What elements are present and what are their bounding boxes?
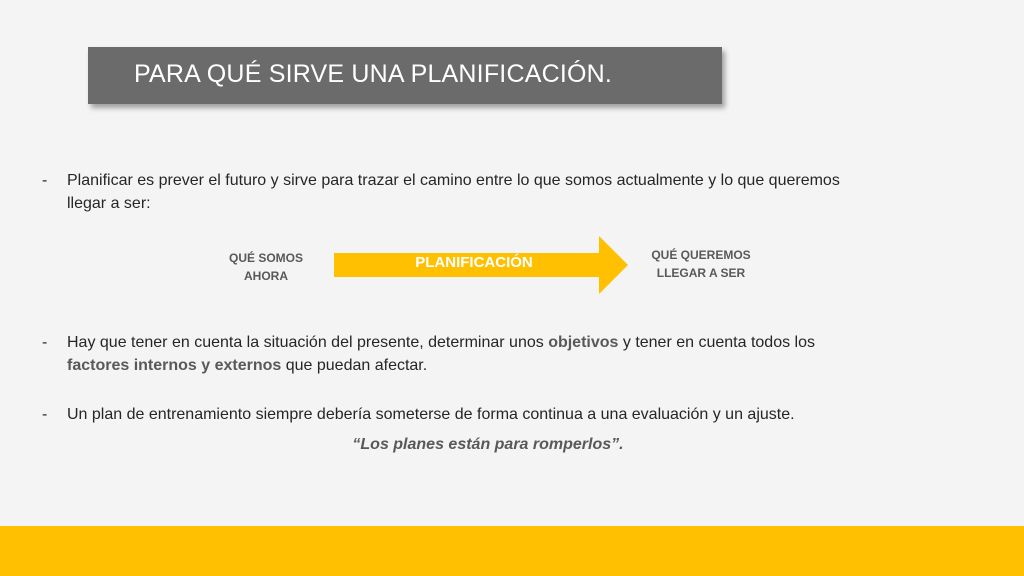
diagram-right-line-2: LLEGAR A SER [656, 266, 746, 280]
bullet-2-text-1: Hay que tener en cuenta la situación del presente, determinar unos [67, 334, 549, 351]
bullet-marker-1: - [42, 172, 48, 189]
bullet-2-text-2: y tener en cuenta todos los [618, 334, 815, 351]
bullet-1-line-2: llegar a ser: [67, 195, 151, 212]
diagram-left-label [214, 249, 318, 285]
bullet-2-text-3: que puedan afectar. [281, 357, 428, 374]
bullet-marker-2: - [42, 334, 48, 351]
diagram-right-label [640, 246, 762, 282]
bullet-2-emphasis-objetivos: objetivos [548, 334, 619, 351]
slide-title: PARA QUÉ SIRVE UNA PLANIFICACIÓN. [134, 60, 613, 88]
quote: “Los planes están para romperlos”. [352, 436, 624, 453]
bullet-3 [67, 403, 947, 426]
footer-accent-bar [0, 526, 1024, 576]
bullet-3-line-1: Un plan de entrenamiento siempre debería someterse de forma continua a una evaluación y un ajuste. [67, 406, 795, 423]
diagram-left-line-2: AHORA [244, 269, 288, 283]
bullet-1-line-1: Planificar es prever el futuro y sirve para trazar el camino entre lo que somos actualmente y lo que queremos [67, 172, 840, 189]
bullet-2-emphasis-factores: factores internos y externos [67, 357, 282, 374]
planning-arrow-label: PLANIFICACIÓN [415, 254, 533, 271]
bullet-2-line-1 [67, 331, 947, 354]
bullet-2-line-2 [67, 354, 947, 377]
bullet-1 [67, 169, 947, 215]
diagram-left-line-1: QUÉ SOMOS [228, 251, 303, 265]
bullet-2 [67, 331, 947, 377]
bullet-marker-3: - [42, 406, 48, 423]
diagram-right-line-1: QUÉ QUEREMOS [651, 248, 751, 262]
title-banner [88, 47, 722, 104]
